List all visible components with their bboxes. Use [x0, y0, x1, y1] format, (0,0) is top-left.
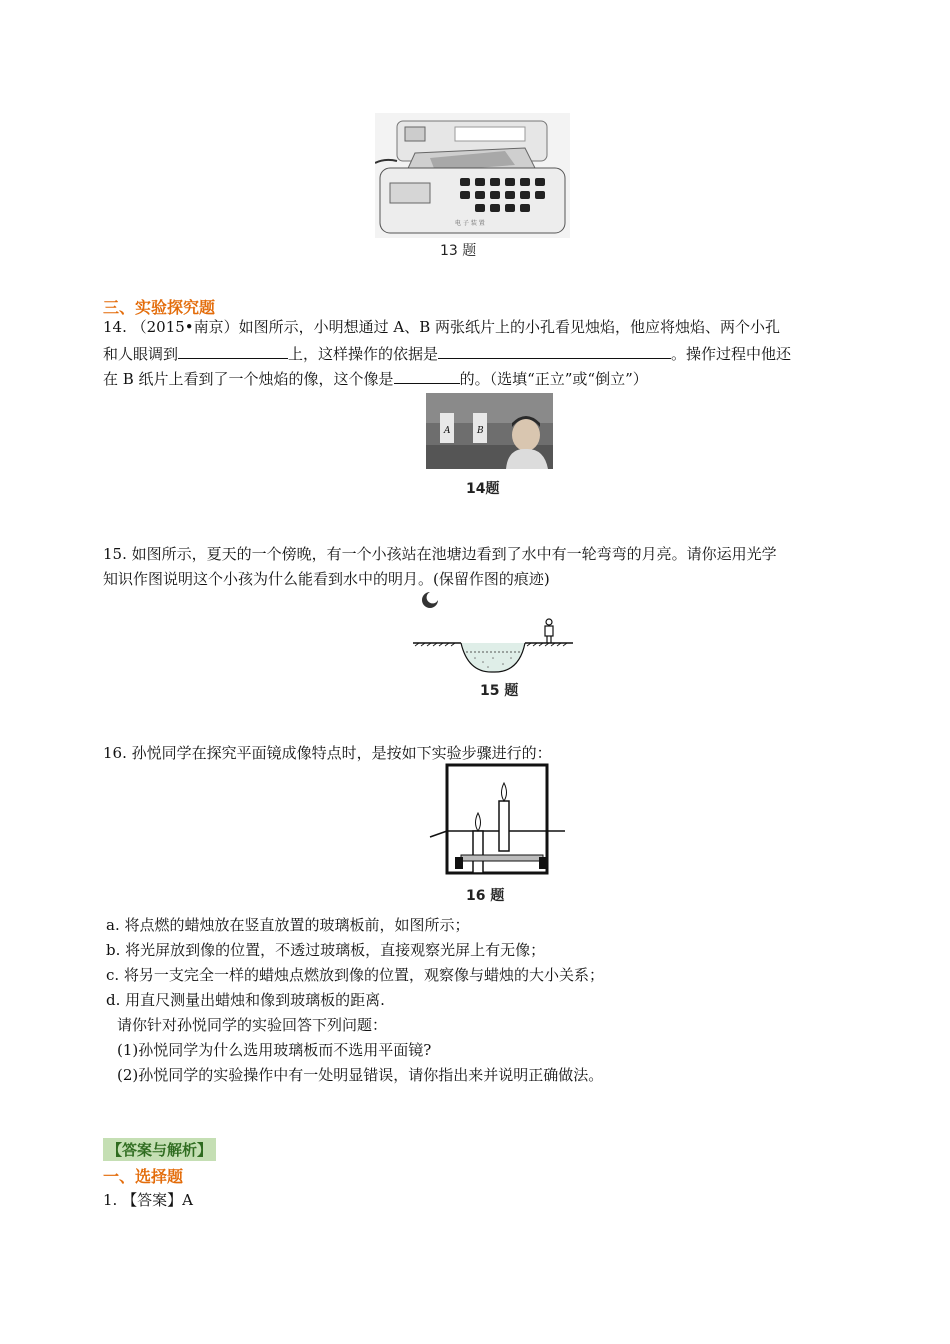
q15-line-2: 知识作图说明这个小孩为什么能看到水中的明月。(保留作图的痕迹) [103, 570, 550, 588]
figure-15-caption: 15 题 [480, 683, 519, 699]
figure-16-caption: 16 题 [466, 888, 505, 904]
q14-line-2-part-b: 上，这样操作的依据是 [288, 345, 439, 363]
q14-blank-1[interactable] [178, 344, 288, 359]
q14-line-3 [103, 369, 648, 389]
candle-front-icon [473, 813, 483, 873]
q16-intro: 16. 孙悦同学在探究平面镜成像特点时，是按如下实验步骤进行的： [103, 744, 552, 762]
q14-line-3-part-b: 的。（选填“正立”或“倒立”） [459, 370, 648, 388]
q16-prompt: 请你针对孙悦同学的实验回答下列问题： [117, 1016, 388, 1034]
answer-item-1: 1. 【答案】A [103, 1191, 193, 1209]
q16-step-d: d. 用直尺测量出蜡烛和像到玻璃板的距离. [106, 991, 385, 1009]
figure-14-label-b: B [477, 426, 484, 436]
q16-step-a: a. 将点燃的蜡烛放在竖直放置的玻璃板前，如图所示； [106, 916, 470, 934]
q16-step-c: c. 将另一支完全一样的蜡烛点燃放到像的位置，观察像与蜡烛的大小关系； [106, 966, 604, 984]
q14-blank-2[interactable] [438, 344, 671, 359]
answers-title: 【答案与解析】 [103, 1138, 216, 1161]
figure-14-image [426, 393, 553, 469]
figure-14-caption: 14题 [466, 481, 500, 497]
answers-section-1: 一、选择题 [103, 1167, 184, 1186]
q14-line-2 [103, 344, 791, 364]
q14-line-1: 14. （2015•南京）如图所示，小明想通过 A、B 两张纸片上的小孔看见烛焰，他应将烛焰、两个小孔 [103, 318, 781, 336]
q15-line-1: 15. 如图所示，夏天的一个傍晚，有一个小孩站在池塘边看到了水中有一轮弯弯的月亮。请你运用光学 [103, 545, 777, 563]
moon-icon [422, 592, 438, 608]
child-icon [545, 619, 553, 643]
q14-line-2-part-c: 。操作过程中他还 [671, 345, 792, 363]
q16-step-b: b. 将光屏放到像的位置，不透过玻璃板，直接观察光屏上有无像； [106, 941, 546, 959]
figure-14-label-a: A [444, 426, 451, 436]
figure-13-image [375, 113, 570, 238]
figure-13-brand-text: 电 子 装 置 [455, 220, 485, 227]
figure-16-image [425, 761, 570, 881]
q14-line-2-part-a: 和人眼调到 [103, 345, 179, 363]
section-3-title: 三、实验探究题 [103, 298, 216, 317]
q14-blank-3[interactable] [394, 369, 460, 384]
figure-15-image [413, 588, 573, 678]
q16-question-2: (2)孙悦同学的实验操作中有一处明显错误，请你指出来并说明正确做法。 [117, 1066, 604, 1084]
figure-13-caption: 13 题 [440, 243, 477, 259]
q16-question-1: (1)孙悦同学为什么选用玻璃板而不选用平面镜? [117, 1041, 432, 1059]
candle-back-icon [499, 783, 509, 851]
q14-line-3-part-a: 在 B 纸片上看到了一个烛焰的像，这个像是 [103, 370, 394, 388]
